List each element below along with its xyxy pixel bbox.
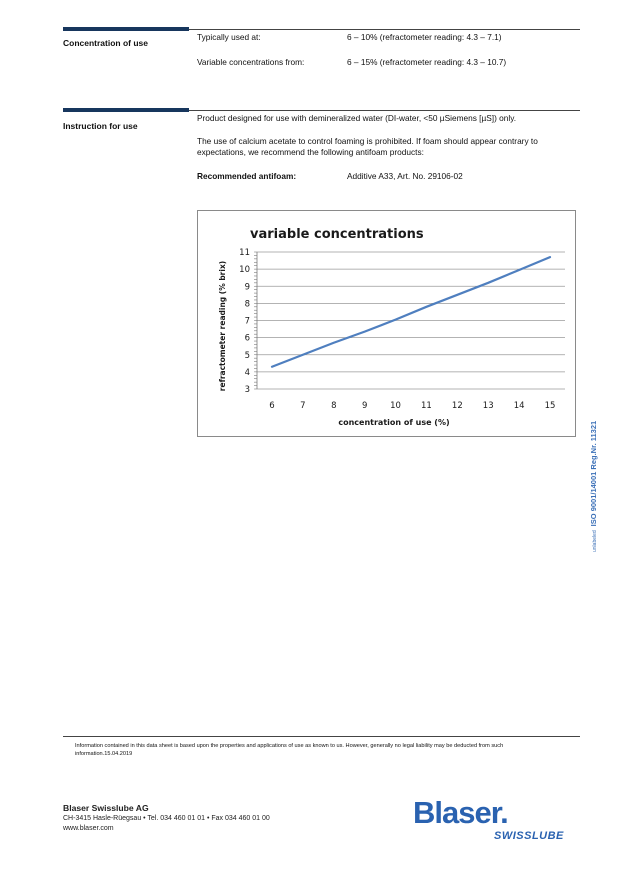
swisslube-logo: SWISSLUBE — [494, 830, 564, 842]
y-tick-label: 9 — [244, 282, 250, 293]
section-bar-concentration — [63, 27, 189, 31]
x-tick-label: 13 — [482, 401, 494, 411]
section-label-instruction: Instruction for use — [63, 121, 138, 131]
x-tick-label: 12 — [451, 401, 463, 411]
disclaimer-line-2: information.15.04.2019 — [75, 751, 133, 757]
y-tick-label: 7 — [244, 316, 250, 327]
variable-conc-label: Variable concentrations from: — [197, 57, 305, 67]
section-rule-instruction — [189, 110, 580, 111]
x-tick-label: 8 — [331, 401, 337, 411]
instruction-line-1: Product designed for use with demineralized water (DI-water, <50 µSiemens [µS]) only. — [197, 113, 517, 123]
section-label-concentration: Concentration of use — [63, 38, 149, 48]
section-bar-instruction — [63, 108, 189, 112]
blaser-logo: Blaser. — [413, 795, 508, 830]
variable-conc-value: 6 – 15% (refractometer reading: 4.3 – 10.7) — [347, 57, 507, 67]
company-name: Blaser Swisslube AG — [63, 803, 149, 813]
typical-use-label: Typically used at: — [197, 32, 261, 42]
y-tick-label: 8 — [244, 299, 250, 310]
iso-cert-text: ISO 9001/14001 Reg.Nr. 11321 — [589, 420, 598, 527]
instruction-line-2: The use of calcium acetate to control foaming is prohibited. If foam should appear contrary to — [197, 136, 538, 146]
disclaimer-line-1: Information contained in this data sheet is based upon the properties and applications of use as known to us. However, generally no legal liability may be deducted from such — [75, 743, 504, 749]
section-rule-concentration — [189, 29, 580, 30]
y-tick-label: 10 — [239, 265, 250, 276]
y-tick-label: 4 — [244, 367, 250, 378]
iso-certification — [589, 402, 601, 552]
concentration-chart — [198, 211, 575, 436]
y-tick-label: 5 — [244, 350, 250, 361]
chart-title: variable concentrations — [250, 227, 424, 242]
x-tick-label: 14 — [513, 401, 525, 411]
antifoam-label: Recommended antifoam: — [197, 171, 297, 181]
typical-use-value: 6 – 10% (refractometer reading: 4.3 – 7.1) — [347, 32, 502, 42]
chart-frame — [197, 210, 576, 437]
x-tick-label: 7 — [300, 401, 306, 411]
company-address: CH-3415 Hasle-Rüegsau • Tel. 034 460 01 01 • Fax 034 460 01 00 — [63, 815, 270, 822]
chart-y-axis-label: refractometer reading (% brix) — [218, 260, 227, 392]
x-tick-label: 11 — [421, 401, 432, 411]
x-tick-label: 10 — [390, 401, 401, 411]
y-tick-label: 6 — [244, 333, 250, 344]
company-website: www.blaser.com — [63, 825, 114, 832]
y-tick-label: 11 — [239, 248, 250, 258]
x-tick-label: 9 — [361, 401, 368, 411]
chart-x-axis-label: concentration of use (%) — [338, 418, 450, 427]
iso-small-mark: unlabeled — [592, 530, 598, 552]
antifoam-value: Additive A33, Art. No. 29106-02 — [347, 171, 463, 181]
footer-rule — [63, 736, 580, 737]
x-tick-label: 6 — [269, 401, 275, 411]
x-tick-label: 15 — [544, 401, 556, 411]
instruction-line-3: expectations, we recommend the following antifoam products: — [197, 147, 424, 157]
y-tick-label: 3 — [244, 385, 250, 395]
disclaimer — [75, 742, 575, 758]
series-line — [272, 257, 550, 367]
